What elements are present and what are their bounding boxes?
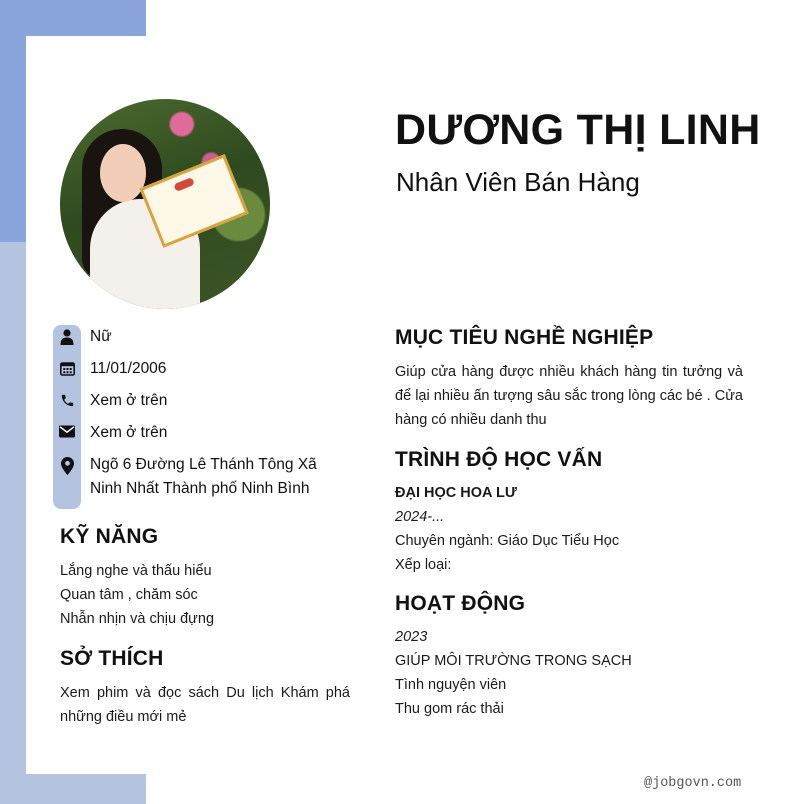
education-rank: Xếp loại: <box>395 557 452 573</box>
contact-phone-text: Xem ở trên <box>90 392 168 409</box>
contact-email <box>53 421 353 445</box>
education-heading: TRÌNH ĐỘ HỌC VẤN <box>395 448 603 471</box>
skill-item: Lắng nghe và thấu hiểu <box>60 563 212 579</box>
candidate-name: DƯƠNG THỊ LINH <box>395 106 761 154</box>
skills-heading: KỸ NĂNG <box>60 525 159 548</box>
contact-address-text: Ngõ 6 Đường Lê Thánh Tông Xã Ninh Nhất Thành phố Ninh Bình <box>90 456 317 497</box>
phone-icon <box>53 389 81 413</box>
skills-list <box>60 559 350 631</box>
education-period: 2024-... <box>395 509 445 525</box>
hobbies-text: Xem phim và đọc sách Du lịch Khám phá những điều mới mẻ <box>60 685 350 725</box>
activity-item: Tình nguyện viên <box>395 677 507 693</box>
skill-item: Nhẫn nhịn và chịu đựng <box>60 611 215 627</box>
calendar-icon <box>53 357 81 381</box>
contact-birthday-text: 11/01/2006 <box>90 360 167 377</box>
contact-birthday <box>53 357 353 381</box>
activities-block <box>395 625 755 721</box>
objective-heading: MỤC TIÊU NGHỀ NGHIỆP <box>395 326 654 349</box>
mail-icon <box>53 421 81 445</box>
contact-phone <box>53 389 353 413</box>
education-major: Chuyên ngành: Giáo Dục Tiểu Học <box>395 533 620 549</box>
location-icon <box>53 453 81 501</box>
hobbies-heading: SỞ THÍCH <box>60 647 164 670</box>
activity-item: Thu gom rác thải <box>395 701 504 717</box>
activity-year: 2023 <box>395 629 428 645</box>
candidate-role: Nhân Viên Bán Hàng <box>396 167 640 197</box>
avatar-face <box>100 144 146 202</box>
watermark-text: @jobgovn.com <box>644 776 742 791</box>
activity-item: GIÚP MÔI TRƯỜNG TRONG SẠCH <box>395 653 632 669</box>
contact-gender <box>53 325 353 349</box>
education-school: ĐẠI HỌC HOA LƯ <box>395 485 517 501</box>
avatar-photo <box>60 99 270 309</box>
education-block <box>395 481 755 577</box>
contact-email-text: Xem ở trên <box>90 424 168 441</box>
activities-heading: HOẠT ĐỘNG <box>395 592 526 615</box>
person-icon <box>53 325 81 349</box>
contact-gender-text: Nữ <box>90 328 112 345</box>
skill-item: Quan tâm , chăm sóc <box>60 587 198 603</box>
contact-address <box>53 453 353 501</box>
objective-text: Giúp cửa hàng được nhiều khách hàng tin tưởng và để lại nhiều ấn tượng sâu sắc trong lòng các bé . Cửa hàng có nhiều danh thu <box>395 364 743 428</box>
